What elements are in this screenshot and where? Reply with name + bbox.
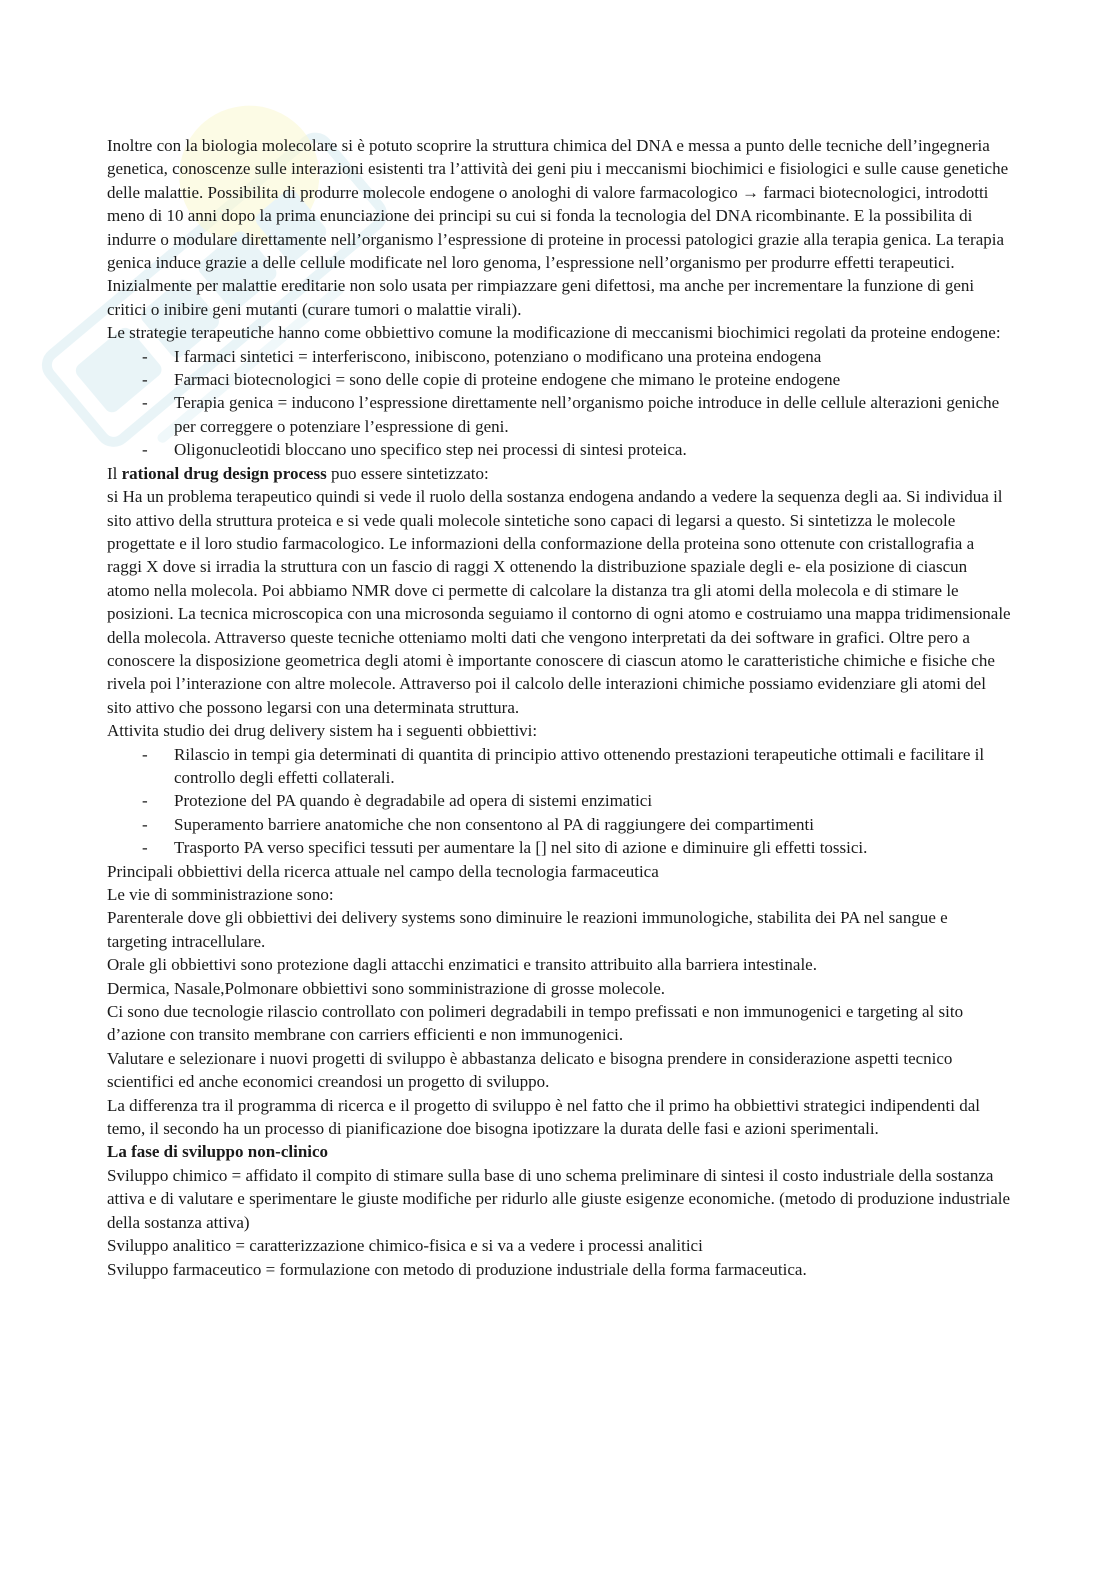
paragraph-parenterale: Parenterale dove gli obbiettivi dei delivery systems sono diminuire le reazioni immunologiche, stabilita dei PA nel sangue e targeting intracellulare.: [107, 908, 948, 951]
paragraph-drug-delivery: Attivita studio dei drug delivery sistem ha i seguenti obbiettivi:: [107, 721, 538, 741]
list-item: - Oligonucleotidi bloccano uno specifico step nei processi di sintesi proteica.: [107, 438, 1012, 461]
arrow-symbol: →: [741, 182, 759, 202]
list-item: - Farmaci biotecnologici = sono delle copie di proteine endogene che mimano le proteine endogene: [107, 368, 1012, 391]
dash-bullet: -: [142, 393, 148, 413]
list-item: - Superamento barriere anatomiche che non consentono al PA di raggiungere dei compartimenti: [107, 813, 1012, 836]
dash-bullet: -: [142, 744, 148, 764]
paragraph-biologia-molecolare: Inoltre con la biologia molecolare si è potuto scoprire la struttura chimica del DNA e messa a punto delle tecniche dell’ingegneria genetica, conoscenze sulle interazioni esistenti tra l’attività dei geni piu i meccanismi biochimici e fisiologici e sulle cause genetiche delle malattie. Possibilita di produrre molecole endogene o anologhi di valore farmacologico → farmaci biotecnologici, introdotti meno di 10 anni dopo la prima enunciazione dei principi su cui si fonda la tecnologia del DNA ricombinante. E la possibilita di indurre o modulare direttamente nell’organismo l’espressione di proteine in processi patologici grazie alla terapia genica. La terapia genica induce grazie a delle cellule modificate nel loro genoma, l’espressione nell’organismo per produrre effetti terapeutici. Inizialmente per malattie ereditarie non solo usata per rimpiazzare geni difettosi, ma anche per incrementare la funzione di geni critici o inibire geni mutanti (curare tumori o malattie virali).: [107, 136, 1009, 319]
paragraph-sviluppo-chimico: Sviluppo chimico = affidato il compito di stimare sulla base di uno schema preliminare di sintesi il costo industriale della sostanza attiva e di valutare e sperimentare le giuste modifiche per ridurlo alle giuste esigenze economiche. (metodo di produzione industriale della sostanza attiva): [107, 1165, 1011, 1232]
dash-bullet: -: [142, 440, 148, 460]
dash-bullet: -: [142, 814, 148, 834]
dash-bullet: -: [142, 838, 148, 858]
paragraph-differenza: La differenza tra il programma di ricerca e il progetto di sviluppo è nel fatto che il primo ha obbiettivi strategici indipendenti dal temo, il secondo ha un processo di pianificazione doe bisogna ipotizzare la durata delle fasi e azioni sperimentali.: [107, 1095, 981, 1139]
paragraph-valutare: Valutare e selezionare i nuovi progetti di sviluppo è abbastanza delicato e bisogna prendere in considerazione aspetti tecnico scientifici ed anche economici creandosi un progetto di sviluppo.: [107, 1048, 953, 1092]
paragraph-rational-drug-design: Il rational drug design process puo essere sintetizzato:: [107, 463, 489, 483]
bold-term: rational drug design process: [121, 463, 327, 483]
paragraph-strategie: Le strategie terapeutiche hanno come obbiettivo comune la modificazione di meccanismi biochimici regolati da proteine endogene:: [107, 323, 1001, 343]
list-strategie: [107, 345, 1012, 462]
list-item: - Protezione del PA quando è degradabile ad opera di sistemi enzimatici: [107, 789, 1012, 812]
paragraph-tecnologie: Ci sono due tecnologie rilascio controllato con polimeri degradabili in tempo prefissati e non immunogenici e targeting al sito d’azione con transito membrane con carriers efficienti e non immunogenici.: [107, 1002, 964, 1045]
dash-bullet: -: [142, 346, 148, 366]
section-heading: La fase di sviluppo non-clinico: [107, 1142, 329, 1162]
list-item: - Rilascio in tempi gia determinati di quantita di principio attivo ottenendo prestazioni terapeutiche ottimali e facilitare il controllo degli effetti collaterali.: [142, 744, 985, 787]
list-item: - Terapia genica = inducono l’espressione direttamente nell’organismo poiche introduce in delle cellule alterazioni geniche per correggere o potenziare l’espressione di geni.: [142, 393, 1000, 436]
paragraph-sviluppo-farmaceutico: Sviluppo farmaceutico = formulazione con metodo di produzione industriale della forma farmaceutica.: [107, 1259, 807, 1279]
list-item: - Trasporto PA verso specifici tessuti per aumentare la [] nel sito di azione e diminuire gli effetti tossici.: [107, 836, 1012, 859]
dash-bullet: -: [142, 370, 148, 390]
paragraph-principali-obbiettivi: Principali obbiettivi della ricerca attuale nel campo della tecnologia farmaceutica: [107, 861, 659, 881]
paragraph-dermica: Dermica, Nasale,Polmonare obbiettivi sono somministrazione di grosse molecole.: [107, 978, 666, 998]
document-page: [107, 134, 1012, 1281]
paragraph-sviluppo-analitico: Sviluppo analitico = caratterizzazione chimico-fisica e si va a vedere i processi analitici: [107, 1236, 703, 1256]
paragraph-orale: Orale gli obbiettivi sono protezione dagli attacchi enzimatici e transito attribuito alla barriera intestinale.: [107, 955, 817, 975]
dash-bullet: -: [142, 791, 148, 811]
paragraph-vie-somministrazione: Le vie di somministrazione sono:: [107, 885, 334, 904]
paragraph-processo: si Ha un problema terapeutico quindi si vede il ruolo della sostanza endogena andando a vedere la sequenza degli aa. Si individua il sito attivo della struttura proteica e si vede quali molecole sintetiche sono capaci di legarsi a questo. Si sintetizza le molecole progettate e il loro studio farmacologico. Le informazioni della conformazione della proteina sono ottenute con cristallografia a raggi X dove si irradia la struttura con un fascio di raggi X ottenendo la distribuzione spaziale degli e- ela posizione di ciascun atomo nella molecola. Poi abbiamo NMR dove ci permette di calcolare la distanza tra gli atomi della molecola e di stimare le posizioni. La tecnica microscopica con una microsonda seguiamo il contorno di ogni atomo e costruiamo una mappa tridimensionale della molecola. Attraverso queste tecniche otteniamo molti dati che vengono interpretati da dei software in grafici. Oltre pero a conoscere la disposizione geometrica degli atomi è importante conoscere di ciascun atomo le caratteristiche chimiche e fisiche che rivela poi l’interazione con altre molecole. Attraverso poi il calcolo delle interazioni chimiche possiamo evidenziare gli atomi del sito attivo che possono legarsi con una determinata struttura.: [107, 487, 1011, 717]
list-obbiettivi: [107, 743, 1012, 860]
list-item: - I farmaci sintetici = interferiscono, inibiscono, potenziano o modificano una proteina endogena: [107, 345, 1012, 368]
